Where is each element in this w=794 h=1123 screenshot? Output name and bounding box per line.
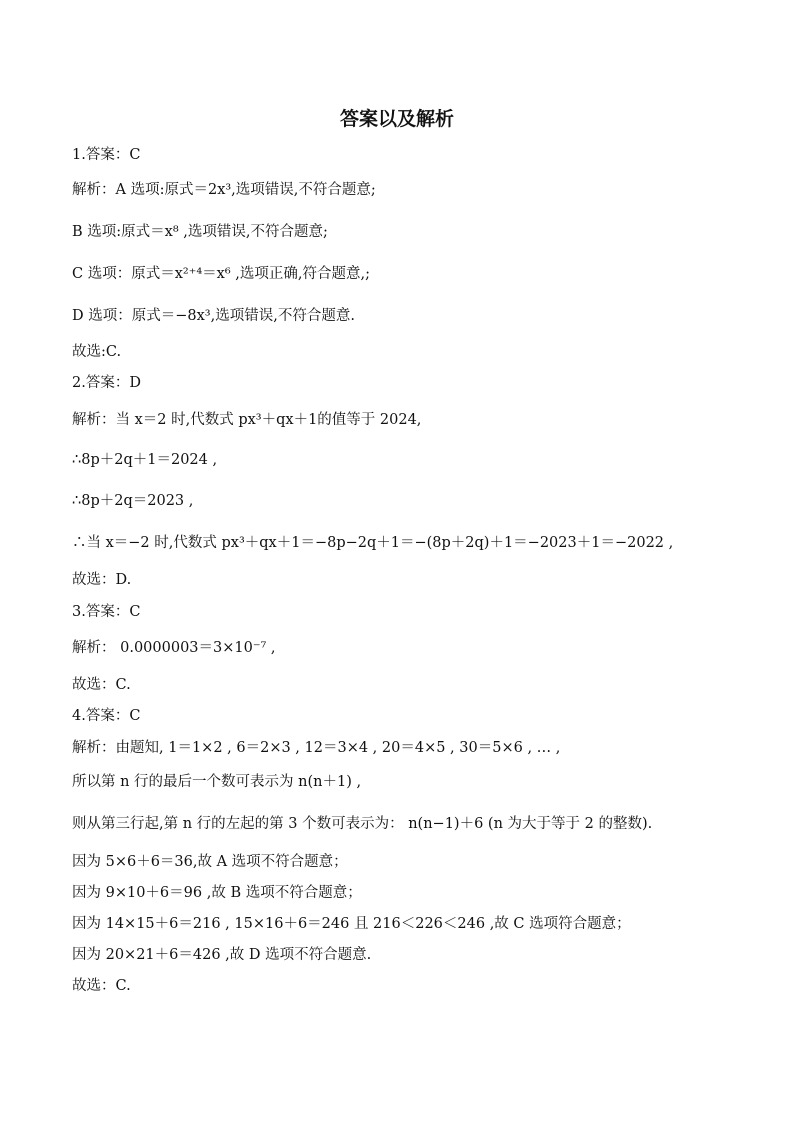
- q4-answer: 4.答案：C: [72, 708, 141, 724]
- q3-analysis-1: 解析： 0.0000003＝3×10⁻⁷ ,: [72, 640, 276, 656]
- q1-analysis-b: B 选项:原式＝x⁸ ,选项错误,不符合题意;: [72, 224, 328, 240]
- q2-analysis-4: ∴当 x＝−2 时,代数式 px³＋qx＋1＝−8p−2q＋1＝−(8p＋2q)＋1＝−2023＋1＝−2022 ,: [72, 535, 674, 551]
- q1-choice: 故选:C.: [72, 344, 122, 360]
- page-title: 答案以及解析: [339, 108, 454, 130]
- q4-analysis-5: 因为 9×10＋6＝96 ,故 B 选项不符合题意；: [72, 885, 362, 901]
- q2-analysis-2: ∴8p＋2q＋1＝2024 ,: [72, 452, 218, 468]
- q2-choice: 故选：D.: [72, 572, 132, 588]
- q2-analysis-1: 解析：当 x＝2 时,代数式 px³＋qx＋1的值等于 2024,: [72, 412, 422, 428]
- q3-choice: 故选：C.: [72, 677, 131, 693]
- q4-analysis-3: 则从第三行起,第 n 行的左起的第 3 个数可表示为： n(n−1)＋6 (n 为大于等于 2 的整数).: [72, 816, 653, 832]
- q2-analysis-3: ∴8p＋2q＝2023 ,: [72, 493, 194, 509]
- q4-analysis-2: 所以第 n 行的最后一个数可表示为 n(n＋1) ,: [72, 774, 362, 790]
- q1-answer: 1.答案：C: [72, 147, 141, 163]
- q1-analysis-d: D 选项：原式＝−8x³,选项错误,不符合题意.: [72, 308, 355, 324]
- q4-analysis-6: 因为 14×15＋6＝216 , 15×16＋6＝246 且 216＜226＜246 ,故 C 选项符合题意；: [72, 916, 631, 932]
- q4-analysis-1: 解析：由题知, 1＝1×2 , 6＝2×3 , 12＝3×4 , 20＝4×5 , 30＝5×6 , … ,: [72, 740, 561, 756]
- q3-answer: 3.答案：C: [72, 604, 141, 620]
- q1-analysis-c: C 选项：原式＝x²⁺⁴＝x⁶ ,选项正确,符合题意,;: [72, 266, 370, 282]
- q4-choice: 故选：C.: [72, 978, 131, 994]
- q1-analysis-a: 解析：A 选项:原式＝2x³,选项错误,不符合题意;: [72, 182, 376, 198]
- q4-analysis-7: 因为 20×21＋6＝426 ,故 D 选项不符合题意.: [72, 947, 372, 963]
- q2-answer: 2.答案：D: [72, 375, 141, 391]
- q4-analysis-4: 因为 5×6＋6＝36,故 A 选项不符合题意；: [72, 854, 348, 870]
